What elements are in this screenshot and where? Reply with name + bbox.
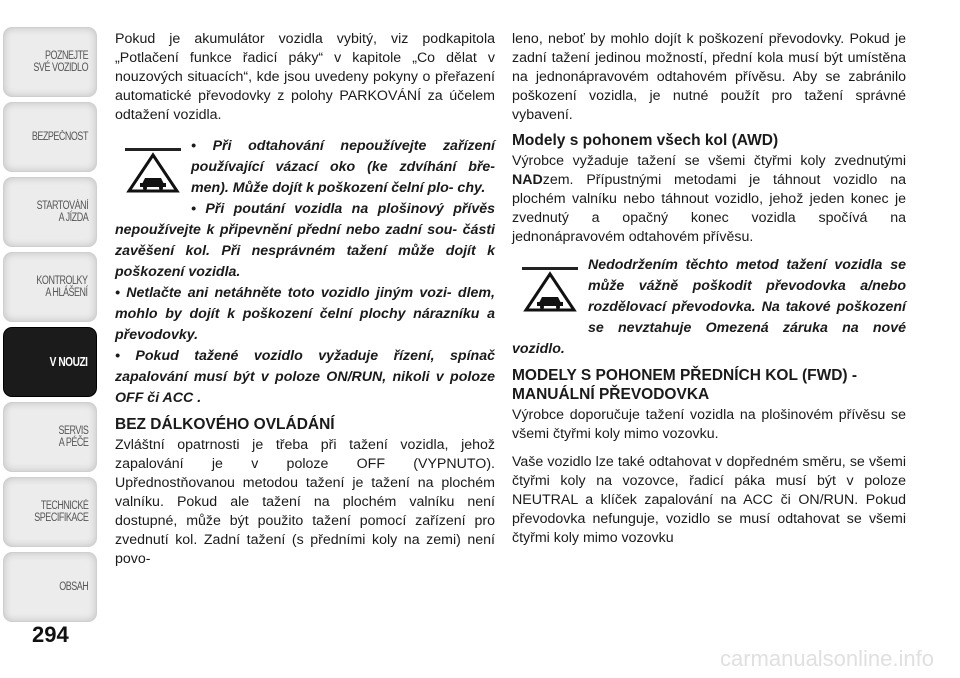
nad-emphasis: NAD	[512, 172, 543, 188]
awd-warning-block	[512, 255, 906, 360]
warning-bullet-2: • Při poutání vozidla na plošinový přívěs nepoužívejte k připevnění přední nebo zadní sou- části zavěšení kol. Při nesprávném tažení může dojít k poškození vozidla.	[115, 201, 495, 280]
tab-technicke[interactable]: TECHNICKÉ SPECIFIKACE	[4, 478, 96, 546]
tab-servis[interactable]: SERVIS A PÉČE	[4, 403, 96, 471]
tab-bezpecnost[interactable]: BEZPEČNOST	[4, 103, 96, 171]
chapter-tabs	[0, 0, 100, 678]
fwd-body-1: Výrobce doporučuje tažení vozidla na plošinovém přívěsu se všemi čtyřmi koly mimo vozovku.	[512, 407, 906, 442]
section-heading-no-remote: BEZ DÁLKOVÉHO OVLÁDÁNÍ	[115, 416, 335, 433]
awd-body: Výrobce vyžaduje tažení se všemi čtyřmi koly zvednutými NADzem. Přípustnými metodami je táhnout vozidlo na plochém valníku nebo táhnout vozidlo, jehož jeden konec je zvednutý a opačný konec vozidla spočívá na jednonápravovém odtahovém přívěsu.	[512, 153, 906, 245]
section-heading-awd: Modely s pohonem všech kol (AWD)	[512, 132, 779, 149]
tab-poznejte[interactable]: POZNEJTE SVÉ VOZIDLO	[4, 28, 96, 96]
warning-car-icon	[125, 148, 181, 199]
continued-paragraph: leno, neboť by mohlo dojít k poškození převodovky. Pokud je zadní tažení jedinou možností, přední kola musí být umístěna na jednonápravovém odtahovém přívěsu. Aby se zabránilo poškození vozidla, je nutné použít pro tažení správné vybavení.	[512, 31, 906, 123]
tab-kontrolky[interactable]: KONTROLKY A HLÁŠENÍ	[4, 253, 96, 321]
section-heading-fwd: MODELY S POHONEM PŘEDNÍCH KOL (FWD) - MANUÁLNÍ PŘEVODOVKA	[512, 367, 858, 403]
tab-startovani[interactable]: STARTOVÁNÍ A JÍZDA	[4, 178, 96, 246]
left-column	[115, 30, 495, 569]
tab-obsah[interactable]: OBSAH	[4, 553, 96, 621]
intro-paragraph: Pokud je akumulátor vozidla vybitý, viz podkapitola „Potlačení funkce řadicí páky“ v kapitole „Co dělat v nouzových situacích“, kde jsou uvedeny pokyny o přeřazení automatické převodovky z polohy PARKOVÁNÍ za účelem odtažení vozidla.	[115, 31, 495, 123]
warning-bullet-3: • Netlačte ani netáhněte toto vozidlo jiným vozi- dlem, mohlo by dojít k poškození čelní plochy nárazníku a převodovky.	[115, 285, 495, 343]
tab-v-nouzi[interactable]: V NOUZI	[4, 328, 96, 396]
watermark: carmanualsonline.info	[719, 646, 934, 671]
warning-block	[115, 136, 495, 409]
warning-bullet-1: • Při odtahování nepoužívejte zařízení používající vázací oko (ke zdvíhání bře- men). Může dojít k poškození čelní plo- chy.	[191, 138, 495, 196]
page-number: 294	[32, 622, 69, 647]
awd-warning-text: Nedodržením těchto metod tažení vozidla se může vážně poškodit převodovka a/nebo rozdělovací převodovka. Na takové poškození se nevztahuje Omezená záruka na nové vozidlo.	[512, 257, 906, 357]
no-remote-body: Zvláštní opatrnosti je třeba při tažení vozidla, jehož zapalování je v poloze OFF (VYPNUTO). Upřednostňovanou metodou tažení je tažení na plochém valníku. Pokud ale tažení na plochém valníku není dostupné, může být použito tažení pomocí zařízení pro zvednutí kol. Zadní tažení (s předními koly na zemi) není povo-	[115, 437, 495, 567]
warning-bullet-4: • Pokud tažené vozidlo vyžaduje řízení, spínač zapalování musí být v poloze ON/RUN, nikoli v poloze OFF či ACC .	[115, 348, 495, 406]
right-column	[512, 30, 906, 548]
fwd-body-2: Vaše vozidlo lze také odtahovat v dopředném směru, se všemi čtyřmi koly na vozovce, řadicí páka musí být v poloze NEUTRAL a klíček zapalování na ACC či ON/RUN. Pokud převodovka nefunguje, vozidlo se musí odtahovat se všemi čtyřmi koly mimo vozovku	[512, 454, 906, 546]
warning-car-icon	[522, 267, 578, 318]
